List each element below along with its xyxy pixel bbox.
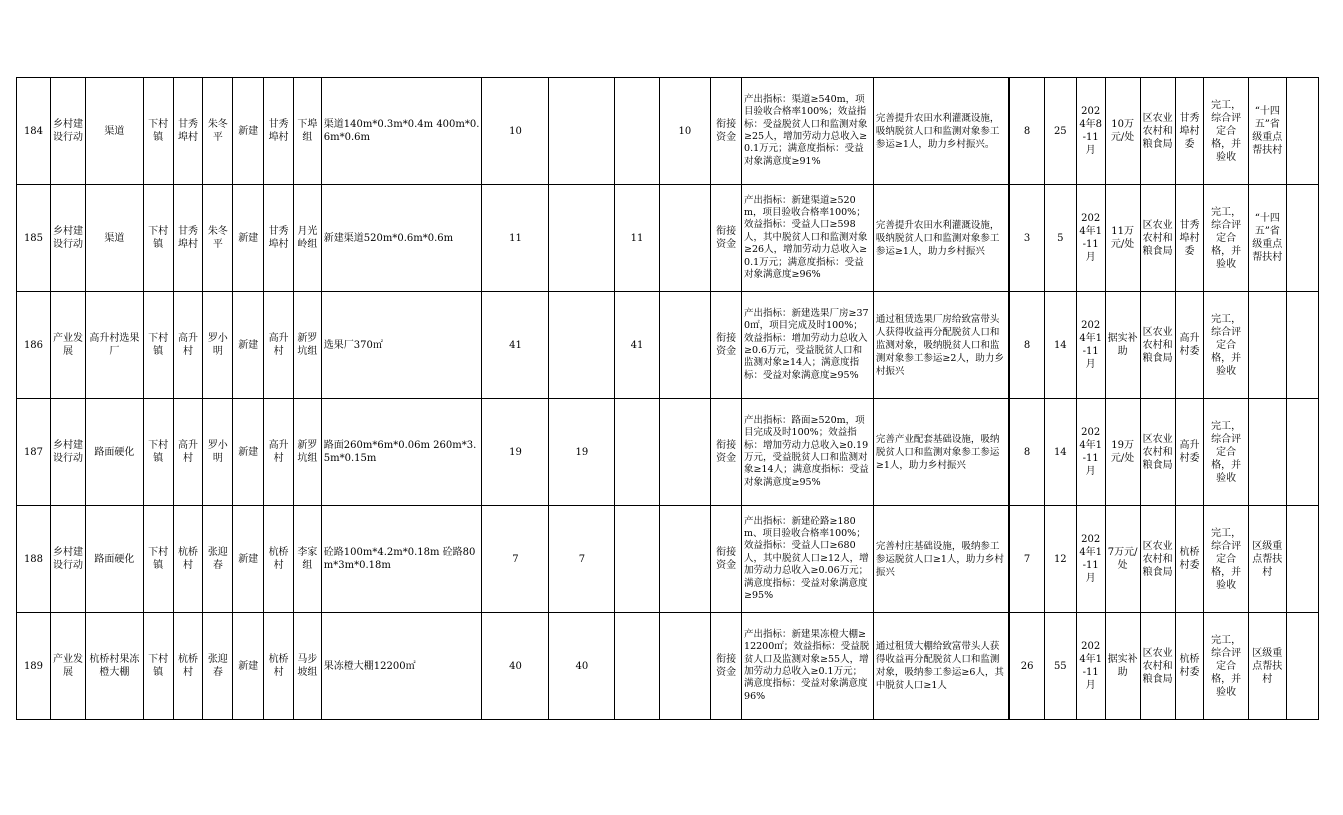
- table-row: [17, 506, 1319, 613]
- households-cell: 8: [1009, 399, 1044, 506]
- town-cell: 下村镇: [143, 506, 173, 613]
- period-cell: 2024年1-11月: [1076, 185, 1105, 292]
- project-name-cell: 杭桥村果冻橙大棚: [86, 613, 144, 720]
- extra-cell: [1286, 185, 1318, 292]
- project-name-cell: 路面硬化: [86, 399, 144, 506]
- extra-cell: [1286, 292, 1318, 399]
- construction-type-cell: 新建: [233, 613, 264, 720]
- fund-source-cell: 衔接资金: [711, 292, 742, 399]
- table-row: [17, 78, 1319, 185]
- period-cell: 2024年8-11月: [1076, 78, 1105, 185]
- table-row: [17, 185, 1319, 292]
- extra-cell: [1286, 613, 1318, 720]
- extra-cell: [1286, 506, 1318, 613]
- period-cell: 2024年1-11月: [1076, 506, 1105, 613]
- location-village-cell: 杭桥村: [264, 506, 294, 613]
- acceptance-cell: 完工，综合评定合格，并验收: [1204, 292, 1248, 399]
- category-cell: 乡村建设行动: [50, 506, 85, 613]
- town-cell: 下村镇: [143, 613, 173, 720]
- construction-type-cell: 新建: [233, 399, 264, 506]
- fund-column-b-cell: [615, 78, 659, 185]
- fund-column-c-cell: [659, 185, 711, 292]
- village-cell: 甘秀埠村: [173, 78, 203, 185]
- fund-column-a-cell: [549, 292, 615, 399]
- fund-source-cell: 衔接资金: [711, 613, 742, 720]
- location-village-cell: 杭桥村: [264, 613, 294, 720]
- row-number-cell: 185: [17, 185, 51, 292]
- subsidy-standard-cell: 据实补助: [1105, 613, 1140, 720]
- department-cell: 区农业农村和粮食局: [1140, 613, 1175, 720]
- construction-content-cell: 渠道140m*0.3m*0.4m 400m*0.6m*0.6m: [321, 78, 482, 185]
- benefit-mechanism-cell: 完善提升农田水利灌溉设施，吸纳脱贫人口和监测对象参工参运≥1人，助力乡村振兴: [873, 185, 1009, 292]
- households-cell: 7: [1009, 506, 1044, 613]
- fund-column-a-cell: [549, 78, 615, 185]
- total-fund-cell: 41: [482, 292, 549, 399]
- owner-cell: 甘秀埠村委: [1175, 185, 1204, 292]
- performance-indicators-cell: 产出指标：路面≥520m，项目完成及时100%；效益指标：增加劳动力总收入≥0.19万元，受益脱贫人口和监测对象≥14人；满意度指标：受益对象满意度≥95%: [742, 399, 874, 506]
- households-cell: 8: [1009, 78, 1044, 185]
- town-cell: 下村镇: [143, 78, 173, 185]
- category-cell: 乡村建设行动: [50, 185, 85, 292]
- department-cell: 区农业农村和粮食局: [1140, 399, 1175, 506]
- people-cell: 14: [1044, 399, 1076, 506]
- contact-person-cell: 罗小明: [203, 399, 233, 506]
- contact-person-cell: 张迎春: [203, 613, 233, 720]
- fund-source-cell: 衔接资金: [711, 78, 742, 185]
- table-row: [17, 399, 1319, 506]
- benefit-mechanism-cell: 通过租赁选果厂房给致富带头人获得收益再分配脱贫人口和监测对象，吸纳脱贫人口和监测对象参工参运≥2人，助力乡村振兴: [873, 292, 1009, 399]
- total-fund-cell: 11: [482, 185, 549, 292]
- location-village-cell: 甘秀埠村: [264, 185, 294, 292]
- table-body: [17, 78, 1319, 720]
- village-cell: 高升村: [173, 399, 203, 506]
- fund-column-c-cell: [659, 292, 711, 399]
- fund-column-b-cell: [615, 399, 659, 506]
- construction-content-cell: 砼路100m*4.2m*0.18m 砼路80m*3m*0.18m: [321, 506, 482, 613]
- village-cell: 杭桥村: [173, 613, 203, 720]
- fund-column-c-cell: 10: [659, 78, 711, 185]
- acceptance-cell: 完工，综合评定合格，并验收: [1204, 613, 1248, 720]
- location-group-cell: 李家组: [294, 506, 322, 613]
- construction-type-cell: 新建: [233, 78, 264, 185]
- construction-content-cell: 选果厂370㎡: [321, 292, 482, 399]
- category-cell: 乡村建设行动: [50, 78, 85, 185]
- construction-content-cell: 新建渠道520m*0.6m*0.6m: [321, 185, 482, 292]
- households-cell: 26: [1009, 613, 1044, 720]
- category-cell: 产业发展: [50, 292, 85, 399]
- project-name-cell: 高升村选果厂: [86, 292, 144, 399]
- subsidy-standard-cell: 19万元/处: [1105, 399, 1140, 506]
- people-cell: 14: [1044, 292, 1076, 399]
- fund-column-b-cell: 11: [615, 185, 659, 292]
- fund-column-a-cell: 19: [549, 399, 615, 506]
- households-cell: 3: [1009, 185, 1044, 292]
- households-cell: 8: [1009, 292, 1044, 399]
- performance-indicators-cell: 产出指标：新建渠道≥520m，项目验收合格率100%；效益指标：受益人口≥598人，其中脱贫人口和监测对象≥26人，增加劳动力总收入≥0.1万元；满意度指标：受益对象满意度≥96%: [742, 185, 874, 292]
- owner-cell: 杭桥村委: [1175, 613, 1204, 720]
- fund-column-a-cell: 7: [549, 506, 615, 613]
- location-group-cell: 下埠组: [294, 78, 322, 185]
- people-cell: 5: [1044, 185, 1076, 292]
- benefit-mechanism-cell: 完善村庄基础设施，吸纳参工参运脱贫人口≥1人，助力乡村振兴: [873, 506, 1009, 613]
- owner-cell: 甘秀埠村委: [1175, 78, 1204, 185]
- owner-cell: 高升村委: [1175, 399, 1204, 506]
- fund-source-cell: 衔接资金: [711, 506, 742, 613]
- subsidy-standard-cell: 据实补助: [1105, 292, 1140, 399]
- total-fund-cell: 19: [482, 399, 549, 506]
- subsidy-standard-cell: 10万元/处: [1105, 78, 1140, 185]
- contact-person-cell: 朱冬平: [203, 78, 233, 185]
- location-village-cell: 高升村: [264, 292, 294, 399]
- category-cell: 乡村建设行动: [50, 399, 85, 506]
- fund-column-c-cell: [659, 506, 711, 613]
- extra-cell: [1286, 399, 1318, 506]
- performance-indicators-cell: 产出指标：渠道≥540m，项目验收合格率100%；效益指标：受益脱贫人口和监测对象≥25人，增加劳动力总收入≥0.1万元；满意度指标：受益对象满意度≥91%: [742, 78, 874, 185]
- total-fund-cell: 7: [482, 506, 549, 613]
- row-number-cell: 189: [17, 613, 51, 720]
- acceptance-cell: 完工，综合评定合格，并验收: [1204, 506, 1248, 613]
- location-group-cell: 马步坡组: [294, 613, 322, 720]
- construction-type-cell: 新建: [233, 185, 264, 292]
- table-row: [17, 613, 1319, 720]
- town-cell: 下村镇: [143, 185, 173, 292]
- performance-indicators-cell: 产出指标：新建砼路≥180m、项目验收合格率100%；效益指标：受益人口≥680人，其中脱贫人口≥12人，增加劳动力总收入≥0.06万元；满意度指标：受益对象满意度≥95%: [742, 506, 874, 613]
- people-cell: 25: [1044, 78, 1076, 185]
- project-table: [16, 77, 1319, 720]
- location-group-cell: 月光岭组: [294, 185, 322, 292]
- remark-cell: 区级重点帮扶村: [1248, 613, 1286, 720]
- performance-indicators-cell: 产出指标：新建果冻橙大棚≥12200㎡；效益指标：受益脱贫人口及监测对象≥55人，增加劳动力总收入≥0.1万元；满意度指标：受益对象满意度96%: [742, 613, 874, 720]
- remark-cell: “十四五”省级重点帮扶村: [1248, 78, 1286, 185]
- acceptance-cell: 完工，综合评定合格，并验收: [1204, 78, 1248, 185]
- subsidy-standard-cell: 11万元/处: [1105, 185, 1140, 292]
- remark-cell: [1248, 399, 1286, 506]
- contact-person-cell: 张迎春: [203, 506, 233, 613]
- department-cell: 区农业农村和粮食局: [1140, 292, 1175, 399]
- town-cell: 下村镇: [143, 399, 173, 506]
- subsidy-standard-cell: 7万元/处: [1105, 506, 1140, 613]
- fund-column-b-cell: [615, 506, 659, 613]
- fund-column-c-cell: [659, 613, 711, 720]
- period-cell: 2024年1-11月: [1076, 399, 1105, 506]
- department-cell: 区农业农村和粮食局: [1140, 78, 1175, 185]
- category-cell: 产业发展: [50, 613, 85, 720]
- owner-cell: 杭桥村委: [1175, 506, 1204, 613]
- project-name-cell: 路面硬化: [86, 506, 144, 613]
- fund-column-a-cell: [549, 185, 615, 292]
- table-row: [17, 292, 1319, 399]
- extra-cell: [1286, 78, 1318, 185]
- location-group-cell: 新罗坑组: [294, 292, 322, 399]
- contact-person-cell: 罗小明: [203, 292, 233, 399]
- benefit-mechanism-cell: 通过租赁大棚给致富带头人获得收益再分配脱贫人口和监测对象，吸纳参工参运≥6人，其中脱贫人口≥1人: [873, 613, 1009, 720]
- fund-source-cell: 衔接资金: [711, 185, 742, 292]
- fund-column-c-cell: [659, 399, 711, 506]
- village-cell: 高升村: [173, 292, 203, 399]
- row-number-cell: 188: [17, 506, 51, 613]
- construction-type-cell: 新建: [233, 506, 264, 613]
- remark-cell: 区级重点帮扶村: [1248, 506, 1286, 613]
- row-number-cell: 184: [17, 78, 51, 185]
- department-cell: 区农业农村和粮食局: [1140, 185, 1175, 292]
- people-cell: 12: [1044, 506, 1076, 613]
- contact-person-cell: 朱冬平: [203, 185, 233, 292]
- benefit-mechanism-cell: 完善提升农田水利灌溉设施，吸纳脱贫人口和监测对象参工参运≥1人，助力乡村振兴。: [873, 78, 1009, 185]
- construction-content-cell: 果冻橙大棚12200㎡: [321, 613, 482, 720]
- fund-column-a-cell: 40: [549, 613, 615, 720]
- location-village-cell: 甘秀埠村: [264, 78, 294, 185]
- department-cell: 区农业农村和粮食局: [1140, 506, 1175, 613]
- fund-source-cell: 衔接资金: [711, 399, 742, 506]
- location-village-cell: 高升村: [264, 399, 294, 506]
- location-group-cell: 新罗坑组: [294, 399, 322, 506]
- people-cell: 55: [1044, 613, 1076, 720]
- fund-column-b-cell: [615, 613, 659, 720]
- benefit-mechanism-cell: 完善产业配套基础设施，吸纳脱贫人口和监测对象参工参运≥1人，助力乡村振兴: [873, 399, 1009, 506]
- project-name-cell: 渠道: [86, 185, 144, 292]
- construction-type-cell: 新建: [233, 292, 264, 399]
- remark-cell: “十四五”省级重点帮扶村: [1248, 185, 1286, 292]
- project-name-cell: 渠道: [86, 78, 144, 185]
- acceptance-cell: 完工，综合评定合格，并验收: [1204, 399, 1248, 506]
- acceptance-cell: 完工，综合评定合格，并验收: [1204, 185, 1248, 292]
- owner-cell: 高升村委: [1175, 292, 1204, 399]
- village-cell: 甘秀埠村: [173, 185, 203, 292]
- period-cell: 2024年1-11月: [1076, 613, 1105, 720]
- remark-cell: [1248, 292, 1286, 399]
- row-number-cell: 186: [17, 292, 51, 399]
- total-fund-cell: 10: [482, 78, 549, 185]
- performance-indicators-cell: 产出指标：新建选果厂房≥370㎡，项目完成及时100%；效益指标：增加劳动力总收入≥0.6万元，受益脱贫人口和监测对象≥14人；满意度指标：受益对象满意度≥95%: [742, 292, 874, 399]
- total-fund-cell: 40: [482, 613, 549, 720]
- row-number-cell: 187: [17, 399, 51, 506]
- village-cell: 杭桥村: [173, 506, 203, 613]
- construction-content-cell: 路面260m*6m*0.06m 260m*3.5m*0.15m: [321, 399, 482, 506]
- fund-column-b-cell: 41: [615, 292, 659, 399]
- town-cell: 下村镇: [143, 292, 173, 399]
- period-cell: 2024年1-11月: [1076, 292, 1105, 399]
